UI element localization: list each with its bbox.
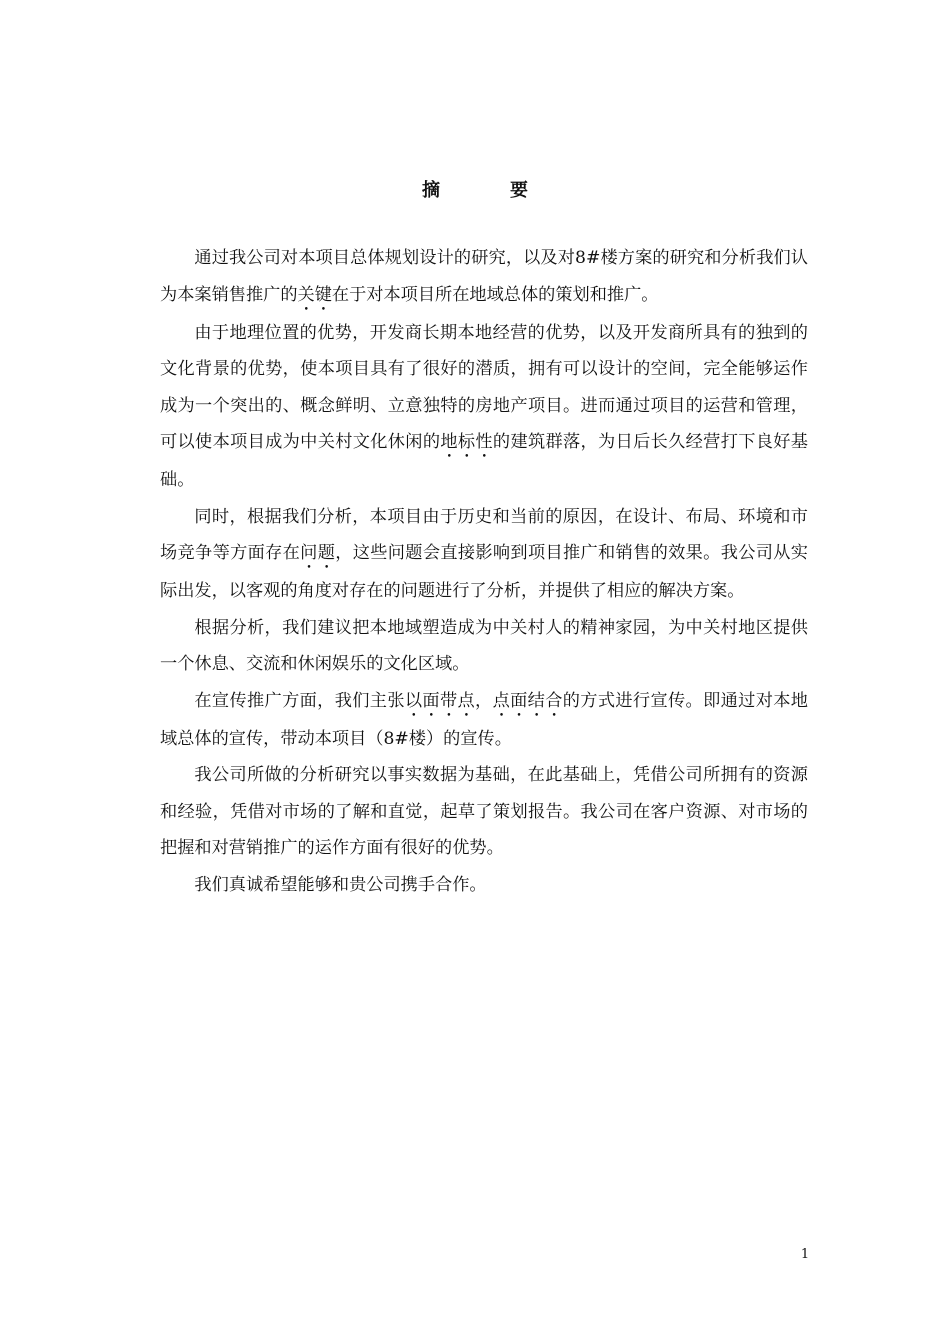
paragraph-6 bbox=[160, 757, 808, 867]
paragraph-text: 的方式进行宣传。即通过对本地域总体的宣传，带动本项目（8#楼）的宣传。 bbox=[160, 690, 808, 749]
emphasized-text: 问题 bbox=[300, 543, 336, 563]
emphasized-text: 点面结合 bbox=[492, 690, 563, 711]
paragraph-3 bbox=[160, 499, 808, 610]
paragraph-text: 在宣传推广方面，我们主张 bbox=[194, 690, 405, 711]
paragraph-text: ，这些问题会直接影响到项目推广和销售的效果。我公司从实际出发，以客观的角度对存在的问题进行了分析，并提供了相应的解决方案。 bbox=[160, 543, 808, 601]
paragraph-text: 我们真诚希望能够和贵公司携手合作。 bbox=[194, 874, 487, 895]
paragraph-text: 根据分析，我们建议把本地域塑造成为中关村人的精神家园，为中关村地区提供一个休息、交流和休闲娱乐的文化区域。 bbox=[160, 617, 808, 674]
emphasized-text: 以面带点 bbox=[404, 690, 476, 711]
emphasized-text: 地标性 bbox=[440, 432, 493, 452]
page-title: 摘 要 bbox=[422, 180, 554, 201]
paragraph-text: 通过我公司对本项目总体规划设计的研究，以及对8#楼方案的研究和分析我们认为本案销售推广的 bbox=[160, 248, 808, 305]
paragraph-text: 在于对本项目所在地域总体的策划和推广。 bbox=[331, 284, 659, 305]
paragraph-text: 我公司所做的分析研究以事实数据为基础，在此基础上，凭借公司所拥有的资源和经验，凭借对市场的了解和直觉，起草了策划报告。我公司在客户资源、对市场的把握和对营销推广的运作方面有很好的优势。 bbox=[160, 765, 808, 858]
emphasized-text: 关键 bbox=[297, 284, 332, 305]
paragraph-5 bbox=[160, 683, 808, 758]
paragraph-text: 同时，根据我们分析，本项目由于历史和当前的原因，在设计、布局、环境和市场竞争等方面存在 bbox=[160, 506, 808, 563]
paragraph-4 bbox=[160, 610, 808, 683]
paragraph-7 bbox=[160, 867, 808, 904]
paragraph-2 bbox=[160, 315, 808, 499]
page-number: 1 bbox=[800, 1247, 810, 1262]
paragraph-text: ， bbox=[475, 690, 493, 711]
abstract-body bbox=[160, 240, 808, 903]
paragraph-text: 由于地理位置的优势，开发商长期本地经营的优势，以及开发商所具有的独到的文化背景的优势，使本项目具有了很好的潜质，拥有可以设计的空间，完全能够运作成为一个突出的、概念鲜明、立意独特的房地产项目。进而通过项目的运营和管理，可以使本项目成为中关村文化休闲的 bbox=[160, 322, 808, 452]
paragraph-1 bbox=[160, 240, 808, 315]
paragraph-text: 的建筑群落，为日后长久经营打下良好基础。 bbox=[160, 432, 808, 490]
